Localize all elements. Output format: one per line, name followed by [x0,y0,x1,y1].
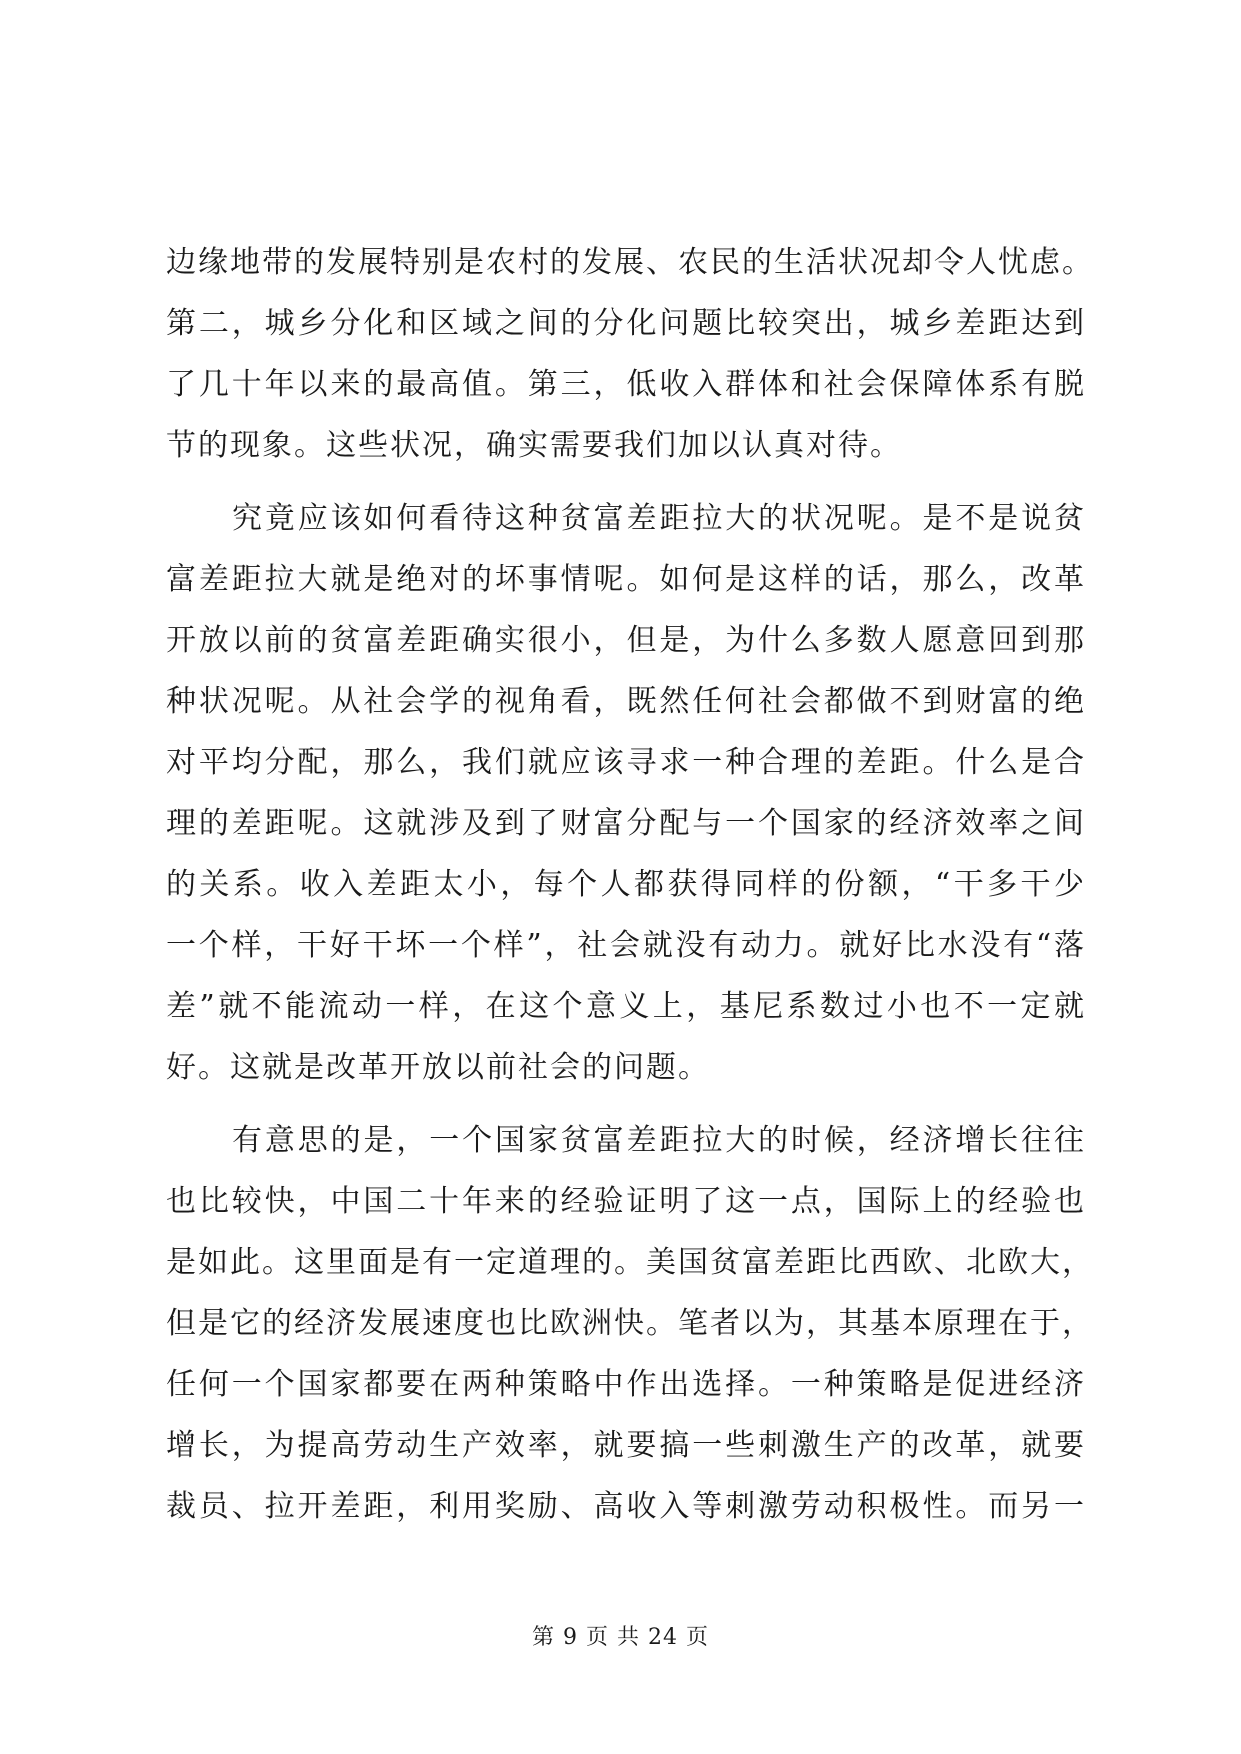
text-line: 种状况呢。从社会学的视角看，既然任何社会都做不到财富的绝 [166,684,1086,719]
text-line: 也比较快，中国二十年来的经验证明了这一点，国际上的经验也 [166,1184,1086,1219]
text-line: 节的现象。这些状况，确实需要我们加以认真对待。 [166,428,902,463]
text-line: 富差距拉大就是绝对的坏事情呢。如何是这样的话，那么，改革 [166,562,1086,597]
text-line: 边缘地带的发展特别是农村的发展、农民的生活状况却令人忧虑。 [166,245,1094,280]
text-line: 的关系。收入差距太小，每个人都获得同样的份额，“干多干少 [166,867,1086,902]
body-text [166,232,1094,1537]
text-line: 对平均分配，那么，我们就应该寻求一种合理的差距。什么是合 [166,745,1086,780]
text-line: 裁员、拉开差距，利用奖励、高收入等刺激劳动积极性。而另一 [166,1489,1086,1524]
text-line: 差”就不能流动一样，在这个意义上，基尼系数过小也不一定就 [166,989,1086,1024]
text-line: 一个样，干好干坏一个样”，社会就没有动力。就好比水没有“落 [166,928,1086,963]
paragraph-3 [166,1110,1094,1537]
page-footer: 第 9 页 共 24 页 [532,1625,709,1650]
text-line: 是如此。这里面是有一定道理的。美国贫富差距比西欧、北欧大， [166,1245,1094,1280]
paragraph-2 [166,488,1086,1098]
paragraph-1 [166,232,1094,476]
text-line: 第二，城乡分化和区域之间的分化问题比较突出，城乡差距达到 [166,306,1086,341]
text-line: 但是它的经济发展速度也比欧洲快。笔者以为，其基本原理在于， [166,1306,1094,1341]
text-line: 究竟应该如何看待这种贫富差距拉大的状况呢。是不是说贫 [232,501,1086,536]
text-line: 任何一个国家都要在两种策略中作出选择。一种策略是促进经济 [166,1367,1086,1402]
text-line: 有意思的是，一个国家贫富差距拉大的时候，经济增长往往 [232,1123,1086,1158]
text-line: 好。这就是改革开放以前社会的问题。 [166,1050,710,1085]
text-line: 增长，为提高劳动生产效率，就要搞一些刺激生产的改革，就要 [166,1428,1086,1463]
text-line: 理的差距呢。这就涉及到了财富分配与一个国家的经济效率之间 [166,806,1086,841]
text-line: 了几十年以来的最高值。第三，低收入群体和社会保障体系有脱 [166,367,1086,402]
text-line: 开放以前的贫富差距确实很小，但是，为什么多数人愿意回到那 [166,623,1086,658]
